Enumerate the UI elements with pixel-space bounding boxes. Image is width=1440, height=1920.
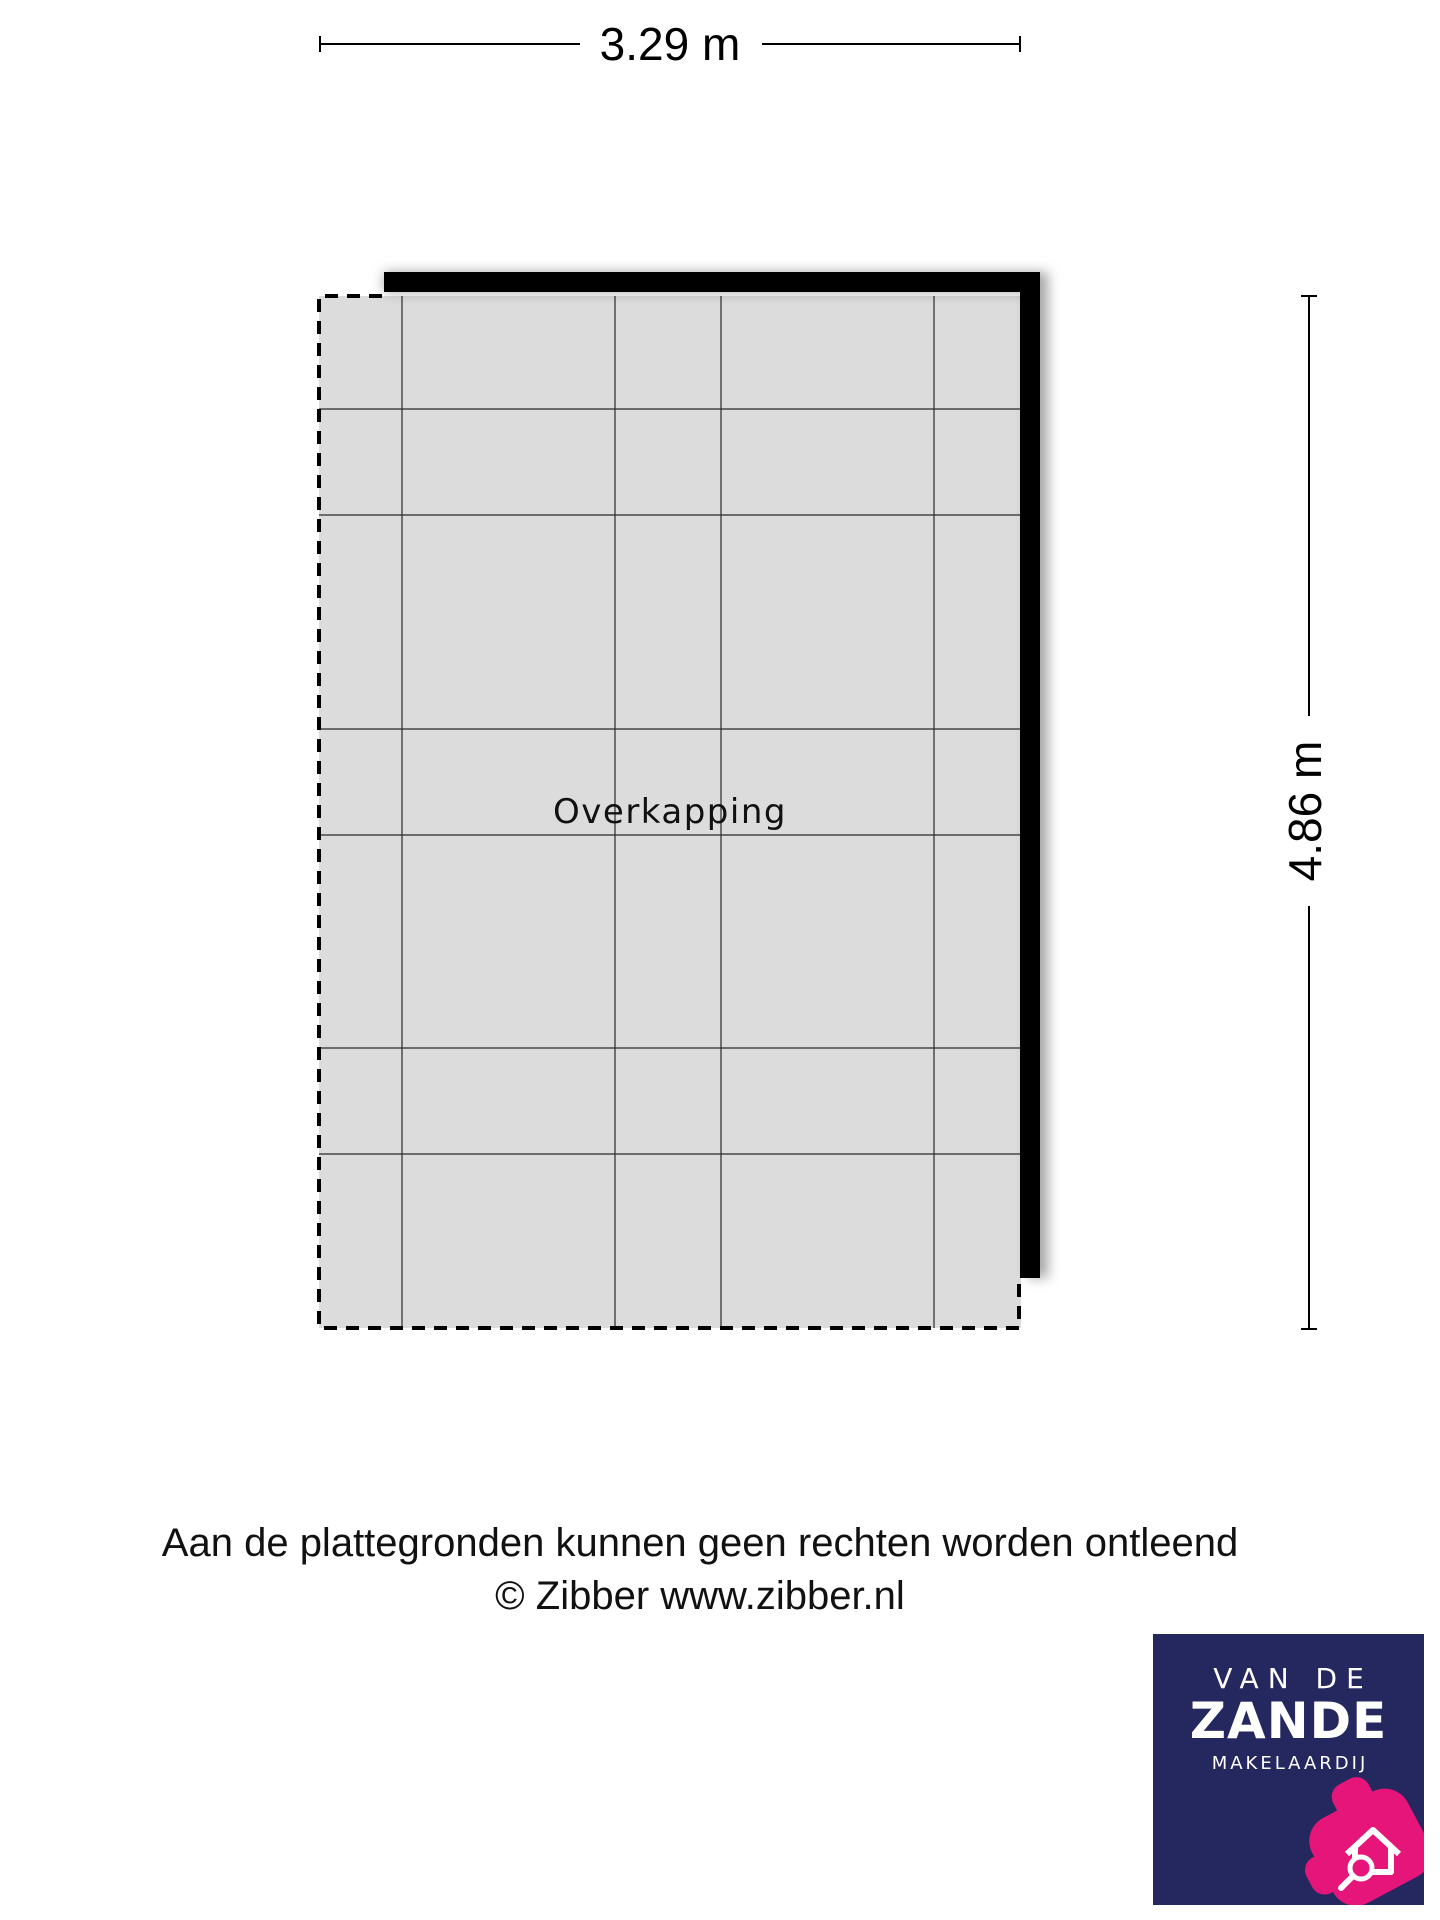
logo-line-2: ZANDE	[1189, 1692, 1388, 1750]
disclaimer-text: Aan de plattegronden kunnen geen rechten worden ontleend	[161, 1521, 1239, 1565]
house-search-icon	[1293, 1762, 1424, 1905]
logo-line-1: VAN DE	[1213, 1662, 1373, 1695]
width-dimension-label: 3.29 m	[599, 18, 741, 70]
height-dimension	[1279, 296, 1331, 1329]
company-logo	[1153, 1634, 1424, 1905]
height-dimension-label: 4.86 m	[1279, 740, 1332, 882]
room-label: Overkapping	[553, 792, 787, 832]
copyright-text: © Zibber www.zibber.nl	[495, 1574, 905, 1618]
width-dimension	[320, 18, 1020, 70]
logo-line-3: MAKELAARDIJ	[1211, 1753, 1369, 1774]
